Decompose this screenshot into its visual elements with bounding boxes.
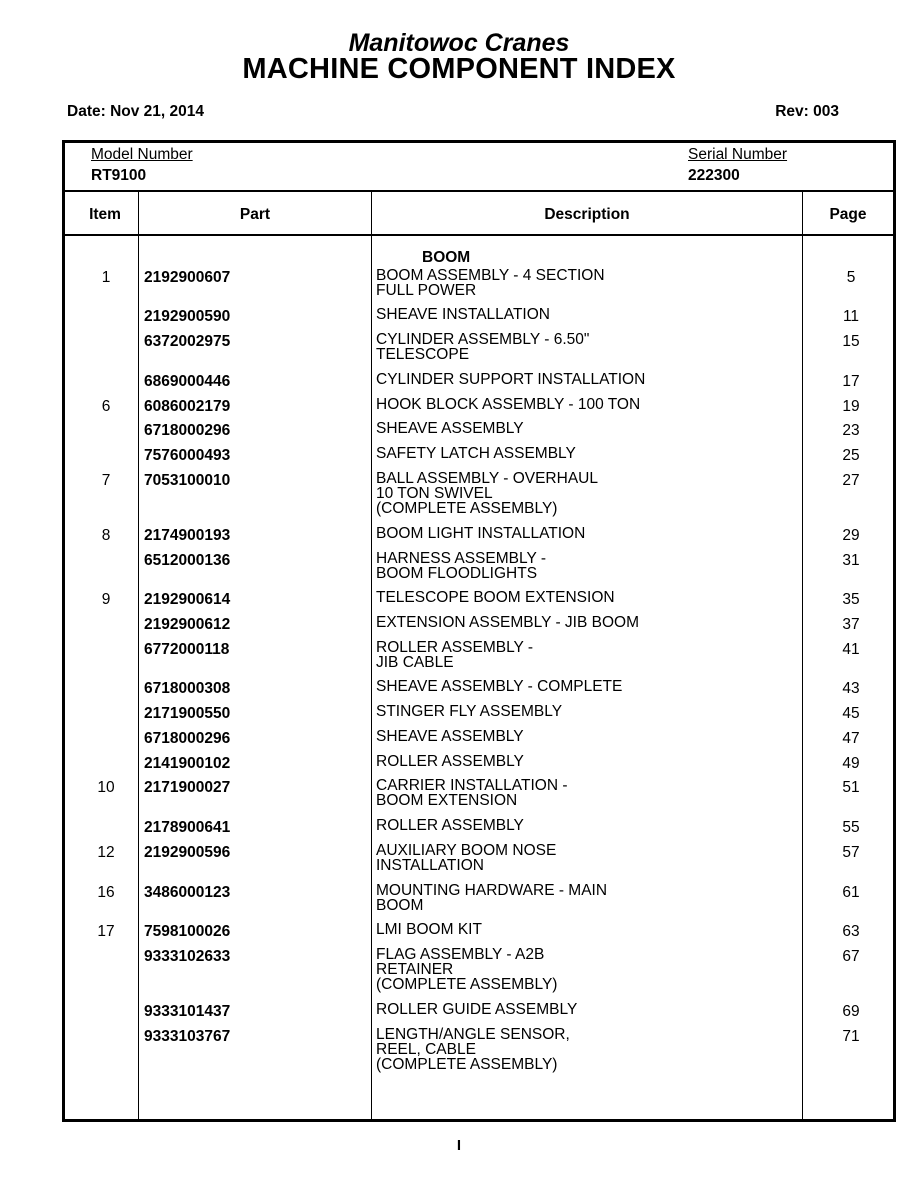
serial-number-label: Serial Number [688, 146, 788, 163]
row-description-line: EXTENSION ASSEMBLY - JIB BOOM [376, 614, 639, 631]
column-header-part: Part [239, 206, 271, 223]
column-header-page: Page [829, 206, 867, 223]
row-page-number: 43 [842, 680, 860, 697]
row-page-number: 71 [842, 1028, 860, 1045]
row-description-line: (COMPLETE ASSEMBLY) [376, 500, 558, 517]
row-description [376, 590, 615, 605]
row-item-number: 17 [97, 923, 115, 940]
column-divider-item [138, 192, 139, 1119]
row-description-line: BOOM EXTENSION [376, 792, 518, 809]
row-description-line: RETAINER [376, 961, 454, 978]
row-description [376, 307, 550, 322]
row-description-line: LMI BOOM KIT [376, 921, 482, 938]
component-index-table [62, 140, 896, 1122]
row-part-number: 6869000446 [144, 373, 231, 390]
header-divider [65, 234, 893, 236]
model-number-block [91, 145, 193, 185]
model-number-label: Model Number [91, 146, 193, 163]
row-description [376, 778, 567, 808]
row-page-number: 29 [842, 527, 860, 544]
row-page-number: 49 [842, 755, 860, 772]
row-description [376, 332, 589, 362]
row-page-number: 37 [842, 616, 860, 633]
row-part-number: 6718000296 [144, 730, 231, 747]
row-item-number: 6 [101, 398, 111, 415]
row-page-number: 45 [842, 705, 860, 722]
row-page-number: 69 [842, 1003, 860, 1020]
company-name: Manitowoc Cranes [348, 29, 570, 57]
row-description-line: CARRIER INSTALLATION - [376, 777, 568, 794]
row-page-number: 19 [842, 398, 860, 415]
row-item-number: 8 [101, 527, 111, 544]
row-description [376, 922, 482, 937]
document-date: Date: Nov 21, 2014 [67, 103, 204, 120]
row-part-number: 2192900612 [144, 616, 231, 633]
row-page-number: 17 [842, 373, 860, 390]
row-part-number: 9333101437 [144, 1003, 231, 1020]
row-description-line: BOOM FLOODLIGHTS [376, 565, 538, 582]
section-heading: BOOM [422, 249, 471, 266]
row-description [376, 1027, 570, 1072]
row-item-number: 9 [101, 591, 111, 608]
row-description-line: ROLLER ASSEMBLY [376, 753, 524, 770]
row-description [376, 883, 607, 913]
row-item-number: 12 [97, 844, 115, 861]
row-description [376, 268, 605, 298]
row-part-number: 2192900596 [144, 844, 231, 861]
column-header-item: Item [89, 206, 121, 223]
document-title: MACHINE COMPONENT INDEX [242, 53, 676, 85]
row-item-number: 7 [101, 472, 111, 489]
row-description-line: 10 TON SWIVEL [376, 485, 493, 502]
row-description-line: SHEAVE ASSEMBLY [376, 728, 524, 745]
page-number: I [456, 1137, 462, 1154]
row-part-number: 2178900641 [144, 819, 231, 836]
row-item-number: 10 [97, 779, 115, 796]
row-item-number: 1 [101, 269, 111, 286]
row-part-number: 2192900614 [144, 591, 231, 608]
row-description [376, 446, 576, 461]
row-description-line: CYLINDER ASSEMBLY - 6.50" [376, 331, 590, 348]
row-description-line: ROLLER GUIDE ASSEMBLY [376, 1001, 578, 1018]
row-page-number: 63 [842, 923, 860, 940]
row-part-number: 2174900193 [144, 527, 231, 544]
column-header-description: Description [544, 206, 630, 223]
row-description-line: FULL POWER [376, 282, 477, 299]
row-part-number: 6372002975 [144, 333, 231, 350]
row-page-number: 61 [842, 884, 860, 901]
row-description [376, 679, 622, 694]
row-page-number: 47 [842, 730, 860, 747]
row-description-line: (COMPLETE ASSEMBLY) [376, 1056, 558, 1073]
row-description-line: ROLLER ASSEMBLY [376, 817, 524, 834]
row-description [376, 843, 556, 873]
row-page-number: 23 [842, 422, 860, 439]
row-page-number: 25 [842, 447, 860, 464]
row-part-number: 7576000493 [144, 447, 231, 464]
row-description [376, 640, 533, 670]
row-description-line: INSTALLATION [376, 857, 484, 874]
row-description [376, 551, 546, 581]
row-description-line: SHEAVE ASSEMBLY - COMPLETE [376, 678, 623, 695]
row-description-line: MOUNTING HARDWARE - MAIN [376, 882, 608, 899]
row-description [376, 372, 645, 387]
column-divider-description [802, 192, 803, 1119]
row-part-number: 2192900590 [144, 308, 231, 325]
row-description-line: CYLINDER SUPPORT INSTALLATION [376, 371, 646, 388]
row-part-number: 7053100010 [144, 472, 231, 489]
column-divider-part [371, 192, 372, 1119]
serial-number-value: 222300 [688, 167, 740, 184]
row-page-number: 55 [842, 819, 860, 836]
row-description-line: BOOM [376, 897, 424, 914]
row-part-number: 6512000136 [144, 552, 231, 569]
row-description [376, 397, 640, 412]
row-description-line: FLAG ASSEMBLY - A2B [376, 946, 545, 963]
row-description-line: BALL ASSEMBLY - OVERHAUL [376, 470, 598, 487]
row-page-number: 15 [842, 333, 860, 350]
row-page-number: 51 [842, 779, 860, 796]
row-description [376, 526, 585, 541]
row-part-number: 2171900550 [144, 705, 231, 722]
row-part-number: 6772000118 [144, 641, 230, 658]
row-description [376, 471, 598, 516]
row-description-line: BOOM ASSEMBLY - 4 SECTION [376, 267, 605, 284]
row-description-line: AUXILIARY BOOM NOSE [376, 842, 557, 859]
row-description-line: SHEAVE INSTALLATION [376, 306, 550, 323]
row-description-line: TELESCOPE BOOM EXTENSION [376, 589, 615, 606]
row-description [376, 729, 524, 744]
row-description-line: JIB CABLE [376, 654, 454, 671]
row-description-line: HARNESS ASSEMBLY - [376, 550, 546, 567]
row-page-number: 31 [842, 552, 860, 569]
row-part-number: 6718000296 [144, 422, 231, 439]
row-page-number: 57 [842, 844, 860, 861]
row-description-line: SHEAVE ASSEMBLY [376, 420, 524, 437]
row-description [376, 421, 524, 436]
row-description-line: REEL, CABLE [376, 1041, 476, 1058]
row-description [376, 615, 639, 630]
row-description [376, 818, 524, 833]
row-part-number: 3486000123 [144, 884, 231, 901]
row-description [376, 1002, 577, 1017]
row-part-number: 2192900607 [144, 269, 231, 286]
row-description-line: ROLLER ASSEMBLY - [376, 639, 534, 656]
row-page-number: 5 [846, 269, 856, 286]
row-description-line: LENGTH/ANGLE SENSOR, [376, 1026, 570, 1043]
model-number-value: RT9100 [91, 167, 147, 184]
document-revision: Rev: 003 [775, 103, 839, 120]
row-item-number: 16 [97, 884, 115, 901]
row-description-line: (COMPLETE ASSEMBLY) [376, 976, 558, 993]
row-part-number: 6718000308 [144, 680, 231, 697]
row-part-number: 2141900102 [144, 755, 231, 772]
row-part-number: 9333102633 [144, 948, 231, 965]
row-page-number: 35 [842, 591, 860, 608]
row-part-number: 7598100026 [144, 923, 231, 940]
row-description-line: SAFETY LATCH ASSEMBLY [376, 445, 576, 462]
row-description-line: BOOM LIGHT INSTALLATION [376, 525, 586, 542]
row-page-number: 11 [842, 308, 860, 325]
info-divider [65, 190, 893, 192]
row-page-number: 41 [842, 641, 860, 658]
row-description [376, 704, 562, 719]
row-description-line: STINGER FLY ASSEMBLY [376, 703, 563, 720]
row-description [376, 754, 524, 769]
row-part-number: 2171900027 [144, 779, 231, 796]
row-description-line: TELESCOPE [376, 346, 470, 363]
row-description-line: HOOK BLOCK ASSEMBLY - 100 TON [376, 396, 641, 413]
row-part-number: 9333103767 [144, 1028, 231, 1045]
row-page-number: 27 [842, 472, 860, 489]
row-description [376, 947, 557, 992]
row-part-number: 6086002179 [144, 398, 231, 415]
serial-number-block [688, 145, 787, 185]
row-page-number: 67 [842, 948, 860, 965]
